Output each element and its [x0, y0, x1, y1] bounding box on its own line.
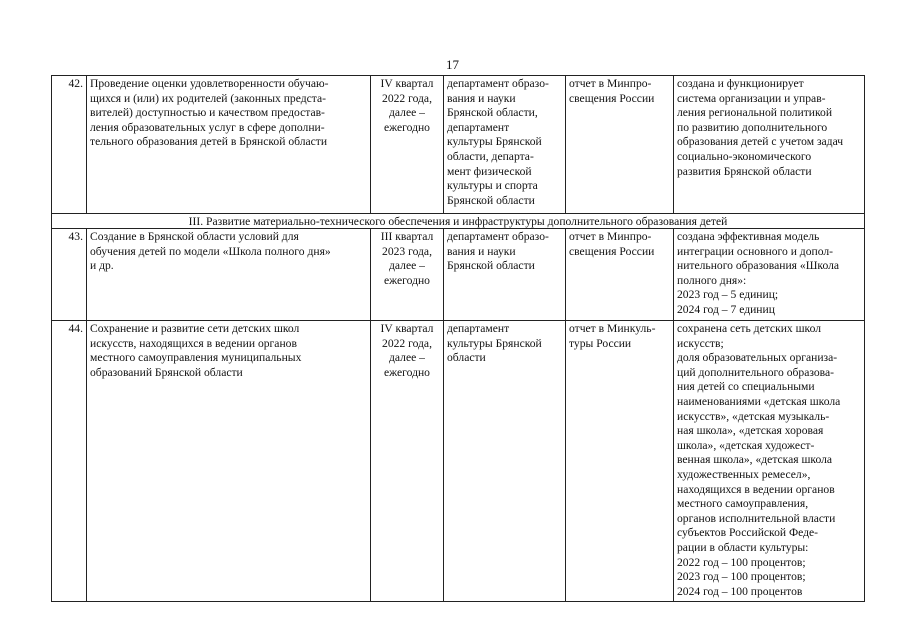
- cell-line: вителей) доступностью и качеством предостав-: [90, 106, 325, 120]
- cell-line: вания и науки: [447, 244, 516, 258]
- cell-line: наименованиями «детская школа: [677, 394, 841, 408]
- cell-line: развития Брянской области: [677, 164, 812, 178]
- cell-line: Брянской области: [447, 259, 535, 273]
- cell-line: создана и функционирует: [677, 77, 804, 90]
- cell-line: нительного образования «Школа: [677, 259, 840, 273]
- table-row-42: [52, 76, 865, 214]
- cell-line: субъектов Российской Феде-: [677, 526, 819, 540]
- measure-cell: [87, 229, 371, 321]
- measure-cell: [87, 76, 371, 214]
- cell-line: художественных ремесел»,: [677, 467, 811, 481]
- executor-cell: [444, 76, 566, 214]
- report-form-cell: [566, 321, 674, 602]
- result-cell: [674, 321, 865, 602]
- table-row-44: [52, 321, 865, 602]
- cell-line: далее –: [389, 259, 425, 273]
- cell-line: 2023 год – 5 единиц;: [677, 288, 779, 302]
- cell-line: сохранена сеть детских школ: [677, 322, 822, 335]
- cell-line: полного дня»:: [677, 273, 747, 287]
- cell-line: 2024 год – 7 единиц: [677, 302, 775, 316]
- table-row-43: [52, 229, 865, 321]
- period-cell: [371, 229, 444, 321]
- row-number: 44.: [52, 321, 87, 602]
- cell-line: далее –: [389, 106, 425, 120]
- cell-line: 2022 года,: [382, 336, 432, 350]
- cell-line: интеграции основного и допол-: [677, 244, 833, 258]
- page-number: 17: [446, 57, 459, 72]
- cell-line: и др.: [90, 259, 114, 273]
- cell-line: обучения детей по модели «Школа полного дня»: [90, 244, 331, 258]
- cell-line: отчет в Минпро-: [569, 77, 652, 90]
- cell-line: III квартал: [380, 230, 434, 243]
- cell-line: 2023 год – 100 процентов;: [677, 570, 806, 584]
- cell-line: департамент: [447, 322, 510, 335]
- cell-line: туры России: [569, 336, 632, 350]
- cell-line: создана эффективная модель: [677, 230, 820, 243]
- cell-line: ления образовательных услуг в сфере дополни-: [90, 120, 325, 134]
- cell-line: социально-экономического: [677, 149, 812, 163]
- cell-line: далее –: [389, 351, 425, 365]
- cell-line: Сохранение и развитие сети детских школ: [90, 322, 300, 335]
- cell-line: доля образовательных организа-: [677, 351, 838, 365]
- cell-line: области, департа-: [447, 149, 534, 163]
- cell-line: ежегодно: [384, 273, 430, 287]
- period-cell: [371, 321, 444, 602]
- cell-line: искусств», «детская музыкаль-: [677, 409, 830, 423]
- row-number: 42.: [52, 76, 87, 214]
- cell-line: по развитию дополнительного: [677, 120, 828, 134]
- report-form-cell: [566, 229, 674, 321]
- cell-line: департамент образо-: [447, 230, 549, 243]
- cell-line: свещения России: [569, 244, 655, 258]
- cell-line: 2022 год – 100 процентов;: [677, 555, 806, 569]
- cell-line: ления региональной политикой: [677, 106, 833, 120]
- cell-line: рации в области культуры:: [677, 540, 809, 554]
- result-cell: [674, 229, 865, 321]
- cell-line: ная школа», «детская хоровая: [677, 424, 824, 438]
- cell-line: Создание в Брянской области условий для: [90, 230, 299, 243]
- cell-line: отчет в Минкуль-: [569, 322, 656, 335]
- cell-line: тельного образования детей в Брянской области: [90, 135, 328, 149]
- cell-line: культуры Брянской: [447, 135, 542, 149]
- cell-line: IV квартал: [380, 77, 434, 90]
- cell-line: 2023 года,: [382, 244, 432, 258]
- cell-line: ежегодно: [384, 120, 430, 134]
- cell-line: отчет в Минпро-: [569, 230, 652, 243]
- cell-line: Брянской области,: [447, 106, 538, 120]
- period-cell: [371, 76, 444, 214]
- cell-line: мент физической: [447, 164, 532, 178]
- cell-line: департамент образо-: [447, 77, 549, 90]
- report-form-cell: [566, 76, 674, 214]
- cell-line: департамент: [447, 120, 510, 134]
- row-number: 43.: [52, 229, 87, 321]
- section-heading: III. Развитие материально-технического обеспечения и инфраструктуры дополнительного образования детей: [52, 214, 865, 229]
- cell-line: ций дополнительного образова-: [677, 365, 834, 379]
- cell-line: школа», «детская художест-: [677, 438, 815, 452]
- cell-line: 2022 года,: [382, 91, 432, 105]
- cell-line: области: [447, 351, 486, 365]
- cell-line: Проведение оценки удовлетворенности обучаю-: [90, 77, 329, 90]
- cell-line: система организации и управ-: [677, 91, 826, 105]
- section-row: [52, 214, 865, 229]
- cell-line: местного самоуправления,: [677, 497, 809, 511]
- cell-line: венная школа», «детская школа: [677, 453, 833, 467]
- plan-table: [51, 75, 865, 602]
- cell-line: щихся и (или) их родителей (законных предста-: [90, 91, 326, 105]
- cell-line: IV квартал: [380, 322, 434, 335]
- cell-line: искусств, находящихся в ведении органов: [90, 336, 297, 350]
- cell-line: вания и науки: [447, 91, 516, 105]
- cell-line: ния детей со специальными: [677, 380, 815, 394]
- cell-line: культуры Брянской: [447, 336, 542, 350]
- cell-line: свещения России: [569, 91, 655, 105]
- cell-line: ежегодно: [384, 365, 430, 379]
- cell-line: находящихся в ведении органов: [677, 482, 835, 496]
- cell-line: местного самоуправления муниципальных: [90, 351, 302, 365]
- cell-line: Брянской области: [447, 193, 535, 207]
- cell-line: культуры и спорта: [447, 179, 538, 193]
- measure-cell: [87, 321, 371, 602]
- cell-line: образований Брянской области: [90, 365, 243, 379]
- cell-line: искусств;: [677, 336, 724, 350]
- cell-line: органов исполнительной власти: [677, 511, 836, 525]
- result-cell: [674, 76, 865, 214]
- cell-line: образования детей с учетом задач: [677, 135, 844, 149]
- cell-line: 2024 год – 100 процентов: [677, 584, 803, 598]
- executor-cell: [444, 229, 566, 321]
- executor-cell: [444, 321, 566, 602]
